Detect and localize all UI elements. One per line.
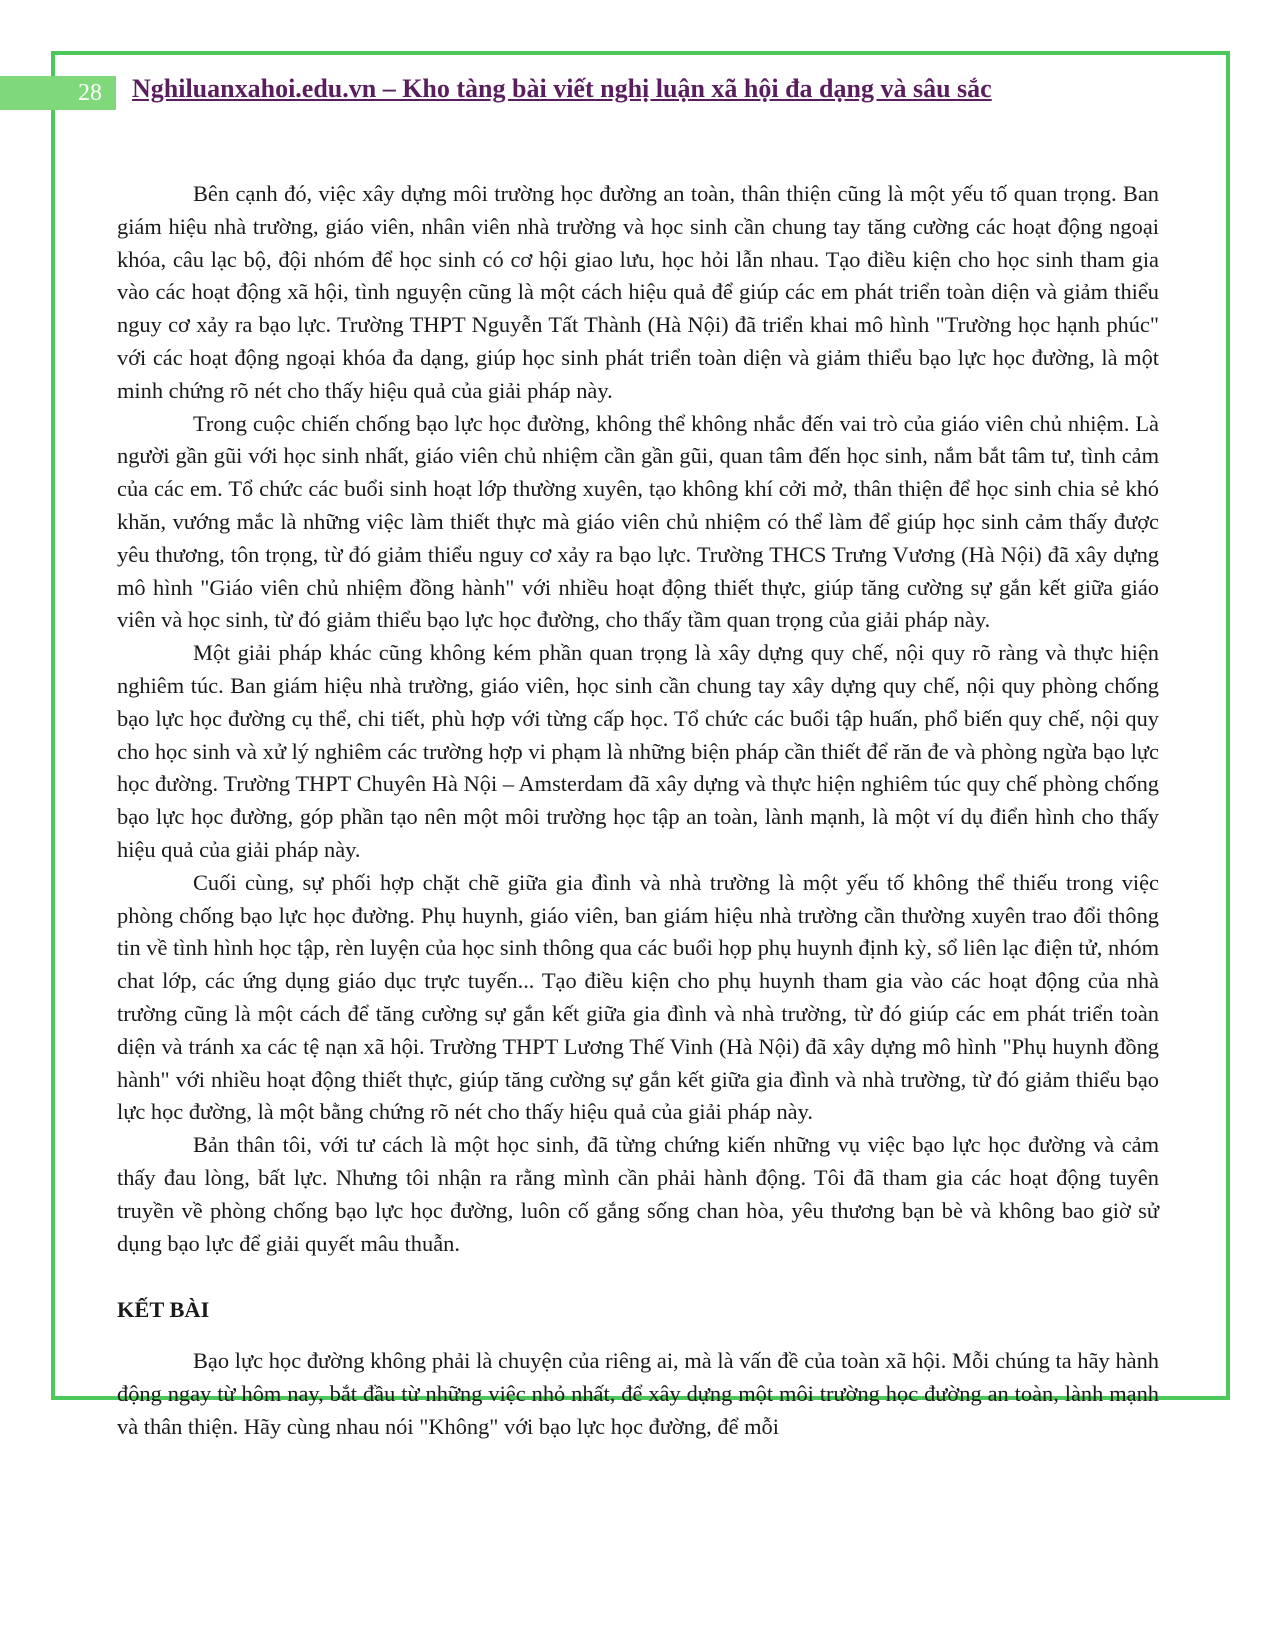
body-paragraph-5: Bản thân tôi, với tư cách là một học sinh, đã từng chứng kiến những vụ việc bạo lực học đường và cảm thấy đau lòng, bất lực. Nhưng tôi nhận ra rằng mình cần phải hành động. Tôi đã tham gia các hoạt động tuyên truyền về phòng chống bạo lực học đường, luôn cố gắng sống chan hòa, yêu thương bạn bè và không bao giờ sử dụng bạo lực để giải quyết mâu thuẫn.	[117, 1132, 1159, 1256]
page-number: 28	[78, 79, 102, 106]
body-paragraph-4: Cuối cùng, sự phối hợp chặt chẽ giữa gia đình và nhà trường là một yếu tố không thể thiếu trong việc phòng chống bạo lực học đường. Phụ huynh, giáo viên, ban giám hiệu nhà trường cần thường xuyên trao đổi thông tin về tình hình học tập, rèn luyện của học sinh thông qua các buổi họp phụ huynh định kỳ, sổ liên lạc điện tử, nhóm chat lớp, các ứng dụng giáo dục trực tuyến... Tạo điều kiện cho phụ huynh tham gia vào các hoạt động của nhà trường cũng là một cách để tăng cường sự gắn kết giữa gia đình và nhà trường, từ đó giúp các em phát triển toàn diện và tránh xa các tệ nạn xã hội. Trường THPT Lương Thế Vinh (Hà Nội) đã xây dựng mô hình "Phụ huynh đồng hành" với nhiều hoạt động thiết thực, giúp tăng cường sự gắn kết giữa gia đình và nhà trường, từ đó giảm thiểu bạo lực học đường, là một bằng chứng rõ nét cho thấy hiệu quả của giải pháp này.	[117, 869, 1159, 1125]
site-header-link[interactable]: Nghiluanxahoi.edu.vn – Kho tàng bài viết nghị luận xã hội đa dạng và sâu sắc	[132, 74, 992, 103]
body-paragraph-2: Trong cuộc chiến chống bạo lực học đường, không thể không nhắc đến vai trò của giáo viên chủ nhiệm. Là người gần gũi với học sinh nhất, giáo viên chủ nhiệm cần gần gũi, quan tâm đến học sinh, nắm bắt tâm tư, tình cảm của các em. Tổ chức các buổi sinh hoạt lớp thường xuyên, tạo không khí cởi mở, thân thiện để học sinh chia sẻ khó khăn, vướng mắc là những việc làm thiết thực mà giáo viên chủ nhiệm có thể làm để giúp học sinh cảm thấy được yêu thương, tôn trọng, từ đó giảm thiểu nguy cơ xảy ra bạo lực. Trường THCS Trưng Vương (Hà Nội) đã xây dựng mô hình "Giáo viên chủ nhiệm đồng hành" với nhiều hoạt động thiết thực, giúp tăng cường sự gắn kết giữa giáo viên và học sinh, từ đó giảm thiểu bạo lực học đường, cho thấy tầm quan trọng của giải pháp này.	[117, 410, 1159, 633]
closing-paragraph: Bạo lực học đường không phải là chuyện của riêng ai, mà là vấn đề của toàn xã hội. Mỗi chúng ta hãy hành động ngay từ hôm nay, bắt đầu từ những việc nhỏ nhất, để xây dựng một môi trường học đường an toàn, lành mạnh và thân thiện. Hãy cùng nhau nói "Không" với bạo lực học đường, để mỗi	[117, 1348, 1159, 1439]
body-paragraph-3: Một giải pháp khác cũng không kém phần quan trọng là xây dựng quy chế, nội quy rõ ràng và thực hiện nghiêm túc. Ban giám hiệu nhà trường, giáo viên, học sinh cần chung tay xây dựng quy chế, nội quy phòng chống bạo lực học đường cụ thể, chi tiết, phù hợp với từng cấp học. Tổ chức các buổi tập huấn, phổ biến quy chế, nội quy cho học sinh và xử lý nghiêm các trường hợp vi phạm là những biện pháp cần thiết để răn đe và phòng ngừa bạo lực học đường. Trường THPT Chuyên Hà Nội – Amsterdam đã xây dựng và thực hiện nghiêm túc quy chế phòng chống bạo lực học đường, góp phần tạo nên một môi trường học tập an toàn, lành mạnh, là một ví dụ điển hình cho thấy hiệu quả của giải pháp này.	[117, 640, 1159, 862]
page-number-tab	[0, 76, 116, 110]
section-heading-ket-bai: KẾT BÀI	[117, 1297, 210, 1323]
body-paragraph-1: Bên cạnh đó, việc xây dựng môi trường học đường an toàn, thân thiện cũng là một yếu tố quan trọng. Ban giám hiệu nhà trường, giáo viên, nhân viên nhà trường và học sinh cần chung tay tăng cường các hoạt động ngoại khóa, câu lạc bộ, đội nhóm để học sinh có cơ hội giao lưu, học hỏi lẫn nhau. Tạo điều kiện cho học sinh tham gia vào các hoạt động xã hội, tình nguyện cũng là một cách hiệu quả để giúp các em phát triển toàn diện và giảm thiểu nguy cơ xảy ra bạo lực. Trường THPT Nguyễn Tất Thành (Hà Nội) đã triển khai mô hình "Trường học hạnh phúc" với các hoạt động ngoại khóa đa dạng, giúp học sinh phát triển toàn diện và giảm thiểu bạo lực học đường, là một minh chứng rõ nét cho thấy hiệu quả của giải pháp này.	[117, 181, 1159, 403]
document-body	[117, 178, 1159, 1443]
